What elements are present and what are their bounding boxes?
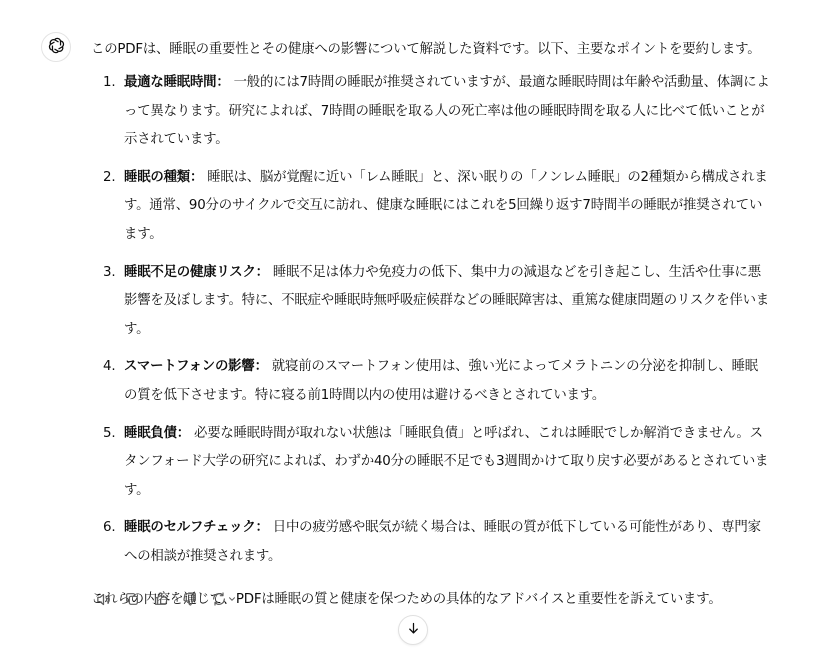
list-item-body: 睡眠は、脳が覚醒に近い「レム睡眠」と、深い眠りの「ノンレム睡眠」の2種類から構成されます。通常、90分のサイクルで交互に訪れ、健康な睡眠にはこれを5回繰り返す7時間半の睡眠が推奨されています。	[124, 169, 768, 243]
regenerate-button[interactable]	[210, 590, 238, 608]
thumbs-down-icon	[182, 591, 198, 607]
regenerate-icon	[211, 591, 227, 607]
list-item-number: 3.	[103, 264, 116, 280]
list-item-number: 5.	[103, 425, 116, 441]
list-item-title: 睡眠不足の健康リスク：	[124, 264, 269, 280]
list-item-title: 睡眠の種類：	[124, 169, 204, 185]
list-item	[91, 353, 771, 411]
list-item-title: 最適な睡眠時間：	[124, 74, 230, 90]
good-response-button[interactable]	[152, 590, 170, 608]
list-item-number: 6.	[103, 520, 116, 536]
list-item-title: 睡眠負債：	[124, 425, 190, 441]
thumbs-up-icon	[153, 591, 169, 607]
chevron-down-icon	[227, 594, 237, 604]
list-item	[91, 164, 771, 250]
list-item-title: 睡眠のセルフチェック：	[124, 520, 269, 536]
list-item-number: 2.	[103, 169, 116, 185]
assistant-message	[91, 36, 771, 615]
list-item	[91, 259, 771, 345]
message-actions	[94, 589, 238, 609]
list-item-body: 睡眠不足は体力や免疫力の低下、集中力の減退などを引き起こし、生活や仕事に悪影響を及ぼします。特に、不眠症や睡眠時無呼吸症候群などの睡眠障害は、重篤な健康問題のリスクを伴います。	[124, 264, 769, 338]
message-intro: このPDFは、睡眠の重要性とその健康への影響について解説した資料です。以下、主要なポイントを要約します。	[91, 42, 761, 57]
message-outro: これらの内容を通じて、PDFは睡眠の質と健康を保つための具体的なアドバイスと重要性を訴えています。	[91, 592, 722, 608]
list-item-number: 1.	[103, 74, 116, 90]
list-item-body: 就寝前のスマートフォン使用は、強い光によってメラトニンの分泌を抑制し、睡眠の質を低下させます。特に寝る前1時間以内の使用は避けるべきとされています。	[124, 359, 758, 404]
copy-button[interactable]	[123, 590, 141, 608]
arrow-down-icon	[406, 621, 421, 640]
bad-response-button[interactable]	[181, 590, 199, 608]
copy-icon	[124, 591, 140, 607]
read-aloud-button[interactable]	[94, 590, 112, 608]
speaker-icon	[95, 591, 112, 608]
scroll-to-bottom-button[interactable]	[398, 615, 428, 645]
list-item	[91, 69, 771, 155]
list-item-title: スマートフォンの影響：	[124, 359, 268, 375]
list-item	[91, 514, 771, 572]
openai-logo-icon	[47, 36, 66, 59]
list-item-body: 一般的には7時間の睡眠が推奨されていますが、最適な睡眠時間は年齢や活動量、体調によって異なります。研究によれば、7時間の睡眠を取る人の死亡率は他の睡眠時間を取る人に比べて低いことが示されています。	[124, 74, 770, 148]
list-item-body: 必要な睡眠時間が取れない状態は「睡眠負債」と呼ばれ、これは睡眠でしか解消できません。スタンフォード大学の研究によれば、わずか40分の睡眠不足でも3週間かけて取り戻す必要があるとされています。	[124, 425, 769, 499]
summary-list	[91, 69, 771, 572]
list-item-body: 日中の疲労感や眠気が続く場合は、睡眠の質が低下している可能性があり、専門家への相談が推奨されます。	[124, 520, 761, 565]
list-item-number: 4.	[103, 359, 116, 375]
list-item	[91, 420, 771, 506]
assistant-avatar	[41, 32, 71, 62]
